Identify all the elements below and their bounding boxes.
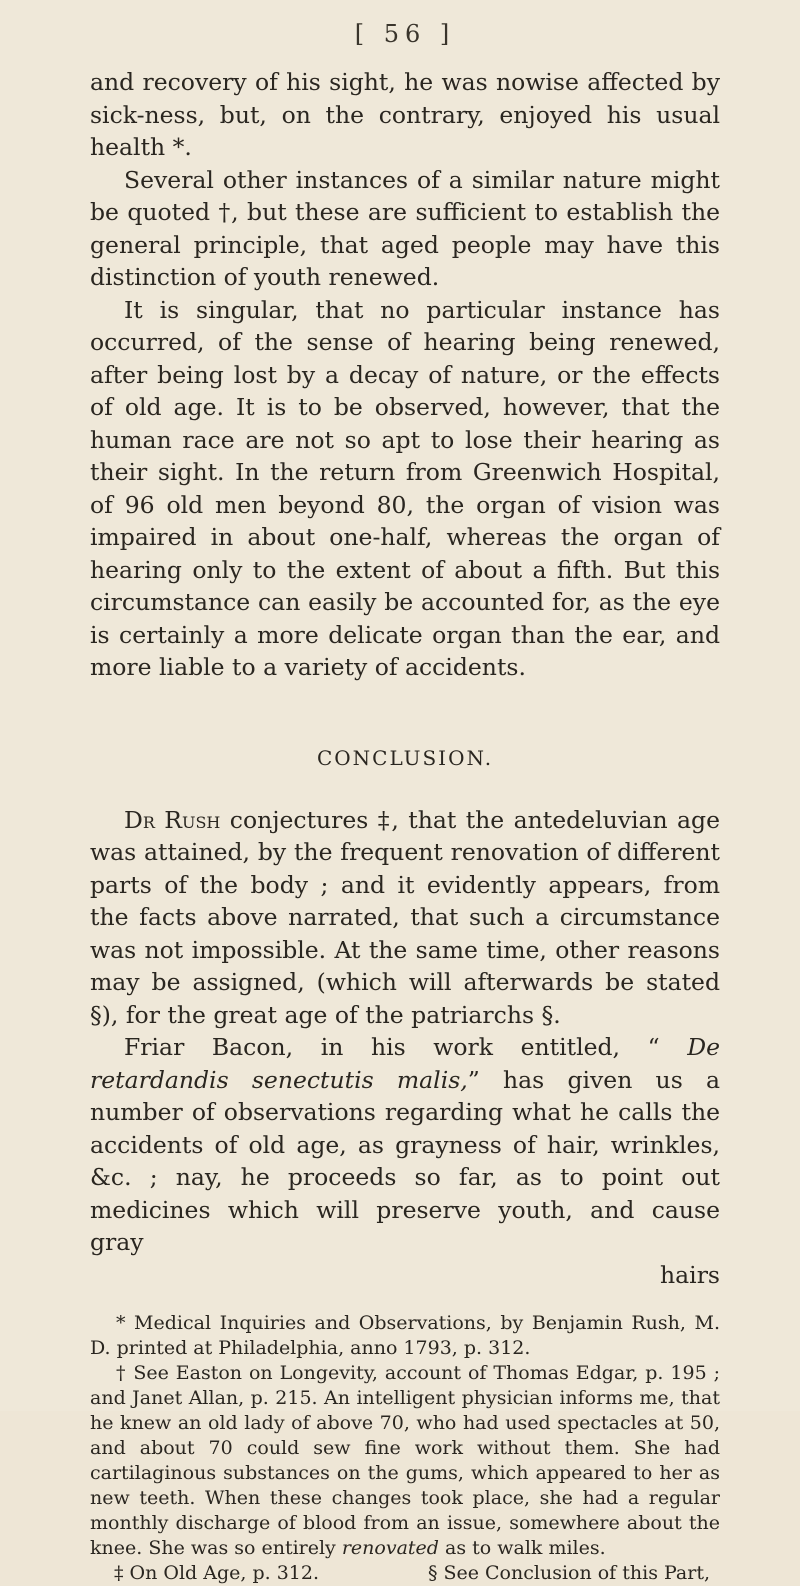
catchword: hairs: [660, 1260, 720, 1289]
paragraph-other-instances: Several other instances of a similar nature might be quoted †, but these are sufficient to establish the general principle, that aged people may have this distinction of youth renewed.: [90, 165, 720, 291]
author-name: Dr Rush: [124, 805, 221, 834]
paragraph-friar-bacon: [90, 1031, 720, 1259]
paragraph-sight-recovery: and recovery of his sight, he was nowise affected by sick-ness, but, on the contrary, enjoyed his usual health *.: [90, 68, 720, 161]
paragraph-dr-rush: [90, 804, 720, 1032]
work-title: De retardandis senectutis malis,: [90, 1033, 720, 1094]
footnote-2-end: as to walk miles.: [438, 1537, 606, 1559]
conclusion-text: [90, 804, 720, 1292]
footnote-2: [90, 1361, 720, 1561]
paragraph-friar-bacon-start: Friar Bacon, in his work entitled, “: [124, 1033, 688, 1061]
main-text: [90, 66, 720, 684]
footnote-2-emphasis: renovated: [341, 1537, 439, 1559]
paragraph-friar-bacon-text: ” has given us a number of observations regarding what he calls the accidents of old age, as grayness of hair, wrinkles, &c. ; nay, he proceeds so far, as to point out medicines which will preserve youth, and cause gray: [90, 1065, 721, 1256]
page-number: [ 56 ]: [354, 20, 456, 48]
paragraph-hearing: It is singular, that no particular instance has occurred, of the sense of hearing being renewed, after being lost by a decay of nature, or the effects of old age. It is to be observed, however, that the human race are not so apt to lose their hearing as their sight. In the return from Greenwich Hospital, of 96 old men beyond 80, the organ of vision was impaired in about one-half, whereas the organ of hearing only to the extent of about a fifth. But this circumstance can easily be accounted for, as the eye is certainly a more delicate organ than the ear, and more liable to a variety of accidents.: [90, 295, 720, 681]
footnote-row: [90, 1561, 720, 1586]
paragraph-dr-rush-text: conjectures ‡, that the antedeluvian age was attained, by the frequent renovation of different parts of the body ; and it evidently appears, from the facts above narrated, that such a circumstance was not impossible. At the same time, other reasons may be assigned, (which will afterwards be stated §), for the great age of the patriarchs §.: [90, 805, 721, 1029]
section-heading-conclusion: CONCLUSION.: [316, 745, 494, 770]
footnote-4: § See Conclusion of this Part,: [427, 1562, 710, 1584]
footnote-3: ‡ On Old Age, p. 312.: [114, 1562, 320, 1584]
footnote-1: * Medical Inquiries and Observations, by Benjamin Rush, M. D. printed at Philadelphia, anno 1793, p. 312.: [90, 1312, 720, 1359]
footnote-2-text: † See Easton on Longevity, account of Thomas Edgar, p. 195 ; and Janet Allan, p. 215. An intelligent physician informs me, that he knew an old lady of above 70, who had used spectacles at 50, and about 70 could sew fine work without them. She had cartilaginous substances on the gums, which appeared to her as new teeth. When these changes took place, she had a regular monthly discharge of blood from an issue, somewhere about the knee. She was so entirely: [90, 1362, 720, 1559]
footnotes: [90, 1311, 720, 1586]
